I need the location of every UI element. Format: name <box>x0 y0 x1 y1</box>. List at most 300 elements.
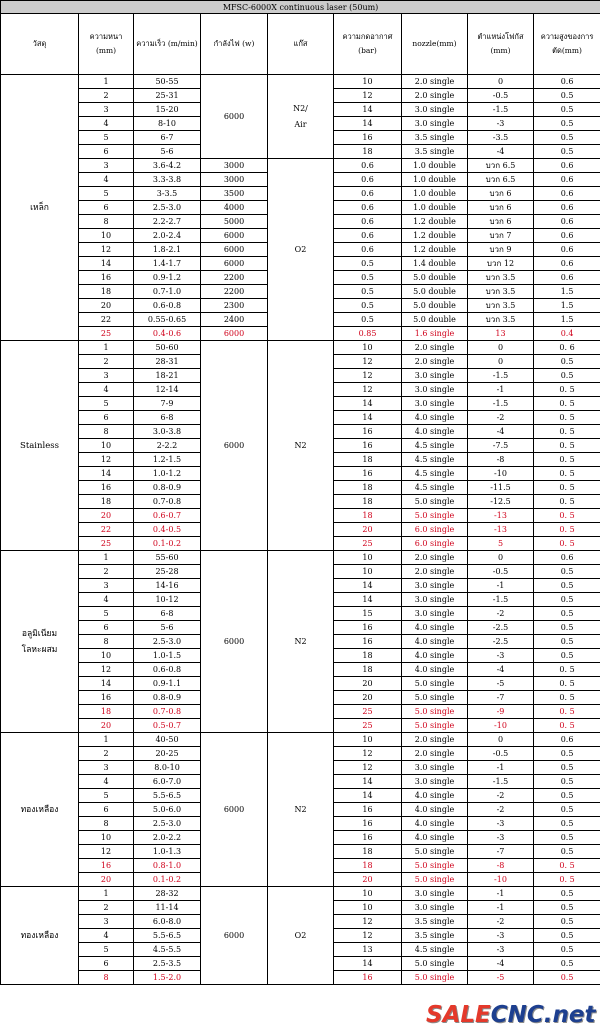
speed-cell: 2.5-3.0 <box>134 817 201 831</box>
thickness-cell: 6 <box>79 621 134 635</box>
table-row <box>1 341 600 355</box>
height-cell: 0.5 <box>534 145 600 159</box>
focus-cell: -1.5 <box>468 397 534 411</box>
header-material: วัสดุ <box>1 14 79 75</box>
gas-cell: N2 <box>268 341 334 551</box>
header-height: ความสูงของการ ตัด(mm) <box>534 14 600 75</box>
focus-cell: บวก 6 <box>468 201 534 215</box>
pressure-cell: 0.5 <box>334 285 402 299</box>
nozzle-cell: 2.0 single <box>402 89 468 103</box>
power-cell: 5000 <box>201 215 268 229</box>
speed-cell: 50-60 <box>134 341 201 355</box>
nozzle-cell: 1.0 double <box>402 159 468 173</box>
focus-cell: -4 <box>468 425 534 439</box>
thickness-cell: 16 <box>79 859 134 873</box>
thickness-cell: 14 <box>79 677 134 691</box>
nozzle-cell: 3.0 single <box>402 761 468 775</box>
nozzle-cell: 5.0 single <box>402 719 468 733</box>
table-body <box>1 75 600 985</box>
speed-cell: 20-25 <box>134 747 201 761</box>
focus-cell: -7 <box>468 845 534 859</box>
height-cell: 0.5 <box>534 761 600 775</box>
height-cell: 0. 5 <box>534 509 600 523</box>
thickness-cell: 3 <box>79 579 134 593</box>
nozzle-cell: 1.0 double <box>402 201 468 215</box>
nozzle-cell: 3.0 single <box>402 383 468 397</box>
thickness-cell: 2 <box>79 355 134 369</box>
speed-cell: 2-2.2 <box>134 439 201 453</box>
height-cell: 0. 5 <box>534 523 600 537</box>
pressure-cell: 10 <box>334 551 402 565</box>
nozzle-cell: 3.0 single <box>402 887 468 901</box>
pressure-cell: 25 <box>334 705 402 719</box>
speed-cell: 0.55-0.65 <box>134 313 201 327</box>
height-cell: 0.5 <box>534 817 600 831</box>
height-cell: 0. 5 <box>534 719 600 733</box>
nozzle-cell: 3.5 single <box>402 915 468 929</box>
header-pressure: ความกดอากาศ (bar) <box>334 14 402 75</box>
nozzle-cell: 6.0 single <box>402 537 468 551</box>
nozzle-cell: 3.0 single <box>402 103 468 117</box>
power-cell: 6000 <box>201 341 268 551</box>
focus-cell: -1 <box>468 761 534 775</box>
pressure-cell: 16 <box>334 635 402 649</box>
height-cell: 0.6 <box>534 159 600 173</box>
nozzle-cell: 3.5 single <box>402 145 468 159</box>
nozzle-cell: 4.5 single <box>402 467 468 481</box>
focus-cell: -2 <box>468 803 534 817</box>
focus-cell: -2 <box>468 607 534 621</box>
header-speed: ความเร็ว (m/min) <box>134 14 201 75</box>
thickness-cell: 14 <box>79 257 134 271</box>
nozzle-cell: 2.0 single <box>402 355 468 369</box>
thickness-cell: 5 <box>79 789 134 803</box>
pressure-cell: 12 <box>334 355 402 369</box>
nozzle-cell: 5.0 double <box>402 299 468 313</box>
nozzle-cell: 5.0 single <box>402 971 468 985</box>
pressure-cell: 16 <box>334 467 402 481</box>
power-cell: 3500 <box>201 187 268 201</box>
pressure-cell: 18 <box>334 859 402 873</box>
focus-cell: -4 <box>468 957 534 971</box>
height-cell: 0.5 <box>534 775 600 789</box>
table-row <box>1 551 600 565</box>
pressure-cell: 18 <box>334 453 402 467</box>
focus-cell: บวก 6 <box>468 215 534 229</box>
height-cell: 0.6 <box>534 173 600 187</box>
table-row <box>1 159 600 173</box>
speed-cell: 0.5-0.7 <box>134 719 201 733</box>
thickness-cell: 1 <box>79 551 134 565</box>
focus-cell: -7 <box>468 691 534 705</box>
material-cell: เหล็ก <box>1 75 79 341</box>
height-cell: 0.5 <box>534 607 600 621</box>
speed-cell: 55-60 <box>134 551 201 565</box>
pressure-cell: 18 <box>334 649 402 663</box>
speed-cell: 28-31 <box>134 355 201 369</box>
pressure-cell: 14 <box>334 411 402 425</box>
focus-cell: บวก 12 <box>468 257 534 271</box>
thickness-cell: 14 <box>79 467 134 481</box>
speed-cell: 5.0-6.0 <box>134 803 201 817</box>
pressure-cell: 16 <box>334 817 402 831</box>
nozzle-cell: 5.0 single <box>402 509 468 523</box>
nozzle-cell: 5.0 single <box>402 873 468 887</box>
focus-cell: -5 <box>468 971 534 985</box>
height-cell: 1.5 <box>534 313 600 327</box>
height-cell: 0.5 <box>534 565 600 579</box>
focus-cell: -4 <box>468 145 534 159</box>
pressure-cell: 0.85 <box>334 327 402 341</box>
pressure-cell: 10 <box>334 733 402 747</box>
focus-cell: -8 <box>468 453 534 467</box>
nozzle-cell: 5.0 single <box>402 705 468 719</box>
speed-cell: 5.5-6.5 <box>134 789 201 803</box>
focus-cell: บวก 3.5 <box>468 271 534 285</box>
focus-cell: 0 <box>468 341 534 355</box>
thickness-cell: 6 <box>79 145 134 159</box>
nozzle-cell: 4.0 single <box>402 789 468 803</box>
speed-cell: 1.4-1.7 <box>134 257 201 271</box>
nozzle-cell: 5.0 single <box>402 957 468 971</box>
focus-cell: -3 <box>468 943 534 957</box>
pressure-cell: 0.5 <box>334 271 402 285</box>
pressure-cell: 16 <box>334 971 402 985</box>
pressure-cell: 14 <box>334 957 402 971</box>
height-cell: 0.5 <box>534 579 600 593</box>
focus-cell: -4 <box>468 663 534 677</box>
focus-cell: -3 <box>468 929 534 943</box>
height-cell: 0. 5 <box>534 383 600 397</box>
pressure-cell: 18 <box>334 845 402 859</box>
pressure-cell: 16 <box>334 425 402 439</box>
nozzle-cell: 2.0 single <box>402 341 468 355</box>
pressure-cell: 0.6 <box>334 187 402 201</box>
focus-cell: บวก 3.5 <box>468 313 534 327</box>
height-cell: 0.5 <box>534 649 600 663</box>
height-cell: 0. 5 <box>534 495 600 509</box>
material-cell: อลูมิเนียม โลหะผสม <box>1 551 79 733</box>
thickness-cell: 2 <box>79 89 134 103</box>
thickness-cell: 2 <box>79 747 134 761</box>
thickness-cell: 6 <box>79 957 134 971</box>
nozzle-cell: 4.0 single <box>402 411 468 425</box>
focus-cell: -13 <box>468 523 534 537</box>
speed-cell: 0.8-0.9 <box>134 481 201 495</box>
pressure-cell: 14 <box>334 103 402 117</box>
thickness-cell: 6 <box>79 201 134 215</box>
focus-cell: -7.5 <box>468 439 534 453</box>
speed-cell: 40-50 <box>134 733 201 747</box>
power-cell: 3000 <box>201 159 268 173</box>
focus-cell: -1 <box>468 579 534 593</box>
thickness-cell: 6 <box>79 411 134 425</box>
nozzle-cell: 4.5 single <box>402 453 468 467</box>
thickness-cell: 16 <box>79 271 134 285</box>
table-row <box>1 887 600 901</box>
height-cell: 0.5 <box>534 635 600 649</box>
speed-cell: 6.0-8.0 <box>134 915 201 929</box>
height-cell: 0.5 <box>534 89 600 103</box>
speed-cell: 0.4-0.6 <box>134 327 201 341</box>
focus-cell: -10 <box>468 719 534 733</box>
speed-cell: 3.0-3.8 <box>134 425 201 439</box>
height-cell: 0.5 <box>534 803 600 817</box>
table-row <box>1 733 600 747</box>
height-cell: 0. 5 <box>534 481 600 495</box>
pressure-cell: 0.6 <box>334 243 402 257</box>
nozzle-cell: 6.0 single <box>402 523 468 537</box>
thickness-cell: 4 <box>79 173 134 187</box>
thickness-cell: 4 <box>79 775 134 789</box>
focus-cell: -2 <box>468 411 534 425</box>
pressure-cell: 0.5 <box>334 313 402 327</box>
logo-text-sale: SALE <box>426 1002 491 1028</box>
pressure-cell: 16 <box>334 831 402 845</box>
pressure-cell: 14 <box>334 117 402 131</box>
pressure-cell: 12 <box>334 747 402 761</box>
pressure-cell: 14 <box>334 593 402 607</box>
speed-cell: 0.7-0.8 <box>134 705 201 719</box>
speed-cell: 2.2-2.7 <box>134 215 201 229</box>
height-cell: 0.6 <box>534 75 600 89</box>
pressure-cell: 12 <box>334 915 402 929</box>
speed-cell: 15-20 <box>134 103 201 117</box>
speed-cell: 0.1-0.2 <box>134 873 201 887</box>
nozzle-cell: 3.5 single <box>402 929 468 943</box>
thickness-cell: 12 <box>79 663 134 677</box>
thickness-cell: 20 <box>79 719 134 733</box>
thickness-cell: 5 <box>79 131 134 145</box>
nozzle-cell: 4.0 single <box>402 621 468 635</box>
height-cell: 0. 5 <box>534 537 600 551</box>
height-cell: 0.5 <box>534 131 600 145</box>
pressure-cell: 13 <box>334 943 402 957</box>
pressure-cell: 12 <box>334 89 402 103</box>
thickness-cell: 3 <box>79 761 134 775</box>
thickness-cell: 8 <box>79 215 134 229</box>
nozzle-cell: 4.0 single <box>402 831 468 845</box>
logo-text-cnc: CNC.net <box>490 1002 596 1028</box>
focus-cell: 0 <box>468 75 534 89</box>
speed-cell: 25-31 <box>134 89 201 103</box>
thickness-cell: 18 <box>79 285 134 299</box>
speed-cell: 6-8 <box>134 607 201 621</box>
nozzle-cell: 5.0 single <box>402 845 468 859</box>
nozzle-cell: 4.0 single <box>402 817 468 831</box>
speed-cell: 0.6-0.8 <box>134 299 201 313</box>
height-cell: 0. 5 <box>534 677 600 691</box>
thickness-cell: 2 <box>79 901 134 915</box>
speed-cell: 2.5-3.5 <box>134 957 201 971</box>
focus-cell: -2.5 <box>468 635 534 649</box>
nozzle-cell: 2.0 single <box>402 565 468 579</box>
focus-cell: -1.5 <box>468 593 534 607</box>
thickness-cell: 5 <box>79 397 134 411</box>
pressure-cell: 18 <box>334 663 402 677</box>
nozzle-cell: 3.0 single <box>402 775 468 789</box>
focus-cell: -3 <box>468 817 534 831</box>
focus-cell: 0 <box>468 355 534 369</box>
thickness-cell: 25 <box>79 537 134 551</box>
thickness-cell: 25 <box>79 327 134 341</box>
nozzle-cell: 2.0 single <box>402 733 468 747</box>
nozzle-cell: 4.0 single <box>402 663 468 677</box>
pressure-cell: 0.6 <box>334 201 402 215</box>
nozzle-cell: 1.6 single <box>402 327 468 341</box>
thickness-cell: 6 <box>79 803 134 817</box>
pressure-cell: 18 <box>334 145 402 159</box>
height-cell: 0. 5 <box>534 425 600 439</box>
height-cell: 0.6 <box>534 271 600 285</box>
focus-cell: -13 <box>468 509 534 523</box>
height-cell: 0. 5 <box>534 397 600 411</box>
thickness-cell: 4 <box>79 593 134 607</box>
pressure-cell: 18 <box>334 509 402 523</box>
nozzle-cell: 3.0 single <box>402 579 468 593</box>
focus-cell: บวก 3.5 <box>468 285 534 299</box>
thickness-cell: 1 <box>79 75 134 89</box>
height-cell: 0. 6 <box>534 341 600 355</box>
thickness-cell: 20 <box>79 299 134 313</box>
nozzle-cell: 3.0 single <box>402 397 468 411</box>
thickness-cell: 8 <box>79 971 134 985</box>
focus-cell: -3 <box>468 117 534 131</box>
nozzle-cell: 1.4 double <box>402 257 468 271</box>
thickness-cell: 10 <box>79 649 134 663</box>
speed-cell: 6.0-7.0 <box>134 775 201 789</box>
pressure-cell: 10 <box>334 887 402 901</box>
power-cell: 6000 <box>201 257 268 271</box>
height-cell: 0.5 <box>534 747 600 761</box>
pressure-cell: 10 <box>334 565 402 579</box>
speed-cell: 8-10 <box>134 117 201 131</box>
nozzle-cell: 5.0 single <box>402 859 468 873</box>
speed-cell: 11-14 <box>134 901 201 915</box>
speed-cell: 14-16 <box>134 579 201 593</box>
thickness-cell: 10 <box>79 229 134 243</box>
nozzle-cell: 3.0 single <box>402 593 468 607</box>
focus-cell: บวก 9 <box>468 243 534 257</box>
pressure-cell: 10 <box>334 901 402 915</box>
pressure-cell: 0.6 <box>334 159 402 173</box>
focus-cell: -3 <box>468 649 534 663</box>
nozzle-cell: 1.0 double <box>402 173 468 187</box>
focus-cell: -0.5 <box>468 565 534 579</box>
pressure-cell: 25 <box>334 719 402 733</box>
pressure-cell: 16 <box>334 803 402 817</box>
pressure-cell: 16 <box>334 439 402 453</box>
height-cell: 0.5 <box>534 971 600 985</box>
power-cell: 6000 <box>201 887 268 985</box>
thickness-cell: 5 <box>79 187 134 201</box>
header-thickness: ความหนา (mm) <box>79 14 134 75</box>
focus-cell: -1.5 <box>468 775 534 789</box>
power-cell: 6000 <box>201 327 268 341</box>
speed-cell: 0.6-0.8 <box>134 663 201 677</box>
height-cell: 0.5 <box>534 369 600 383</box>
nozzle-cell: 3.0 single <box>402 607 468 621</box>
speed-cell: 7-9 <box>134 397 201 411</box>
focus-cell: -10 <box>468 873 534 887</box>
nozzle-cell: 2.0 single <box>402 75 468 89</box>
focus-cell: -2.5 <box>468 621 534 635</box>
speed-cell: 6-7 <box>134 131 201 145</box>
gas-cell: N2/ Air <box>268 75 334 159</box>
height-cell: 0. 5 <box>534 859 600 873</box>
height-cell: 0.5 <box>534 621 600 635</box>
pressure-cell: 16 <box>334 131 402 145</box>
speed-cell: 0.8-0.9 <box>134 691 201 705</box>
thickness-cell: 10 <box>79 831 134 845</box>
focus-cell: บวก 6.5 <box>468 159 534 173</box>
speed-cell: 28-32 <box>134 887 201 901</box>
nozzle-cell: 3.5 single <box>402 131 468 145</box>
power-cell: 2400 <box>201 313 268 327</box>
height-cell: 0.6 <box>534 243 600 257</box>
nozzle-cell: 5.0 double <box>402 313 468 327</box>
material-cell: ทองเหลือง <box>1 733 79 887</box>
header-focus: ตำแหน่งโฟกัส (mm) <box>468 14 534 75</box>
speed-cell: 0.9-1.1 <box>134 677 201 691</box>
height-cell: 0.5 <box>534 103 600 117</box>
pressure-cell: 10 <box>334 341 402 355</box>
speed-cell: 12-14 <box>134 383 201 397</box>
height-cell: 0.5 <box>534 831 600 845</box>
height-cell: 0. 5 <box>534 467 600 481</box>
nozzle-cell: 3.0 single <box>402 117 468 131</box>
height-cell: 0.5 <box>534 789 600 803</box>
focus-cell: -1.5 <box>468 369 534 383</box>
focus-cell: บวก 6.5 <box>468 173 534 187</box>
height-cell: 0.6 <box>534 229 600 243</box>
nozzle-cell: 2.0 single <box>402 551 468 565</box>
pressure-cell: 20 <box>334 873 402 887</box>
salecnc-logo <box>426 1000 598 1030</box>
thickness-cell: 8 <box>79 635 134 649</box>
power-cell: 3000 <box>201 173 268 187</box>
speed-cell: 5-6 <box>134 621 201 635</box>
thickness-cell: 3 <box>79 159 134 173</box>
power-cell: 6000 <box>201 243 268 257</box>
nozzle-cell: 1.2 double <box>402 229 468 243</box>
nozzle-cell: 1.2 double <box>402 215 468 229</box>
material-cell: ทองเหลือง <box>1 887 79 985</box>
nozzle-cell: 5.0 double <box>402 271 468 285</box>
height-cell: 0.6 <box>534 215 600 229</box>
speed-cell: 0.1-0.2 <box>134 537 201 551</box>
height-cell: 0. 5 <box>534 439 600 453</box>
thickness-cell: 3 <box>79 915 134 929</box>
table-title: MFSC-6000X continuous laser (50um) <box>1 1 600 14</box>
header-gas: แก๊ส <box>268 14 334 75</box>
pressure-cell: 10 <box>334 75 402 89</box>
speed-cell: 50-55 <box>134 75 201 89</box>
thickness-cell: 16 <box>79 691 134 705</box>
height-cell: 0.5 <box>534 117 600 131</box>
height-cell: 0. 5 <box>534 453 600 467</box>
focus-cell: -12.5 <box>468 495 534 509</box>
thickness-cell: 4 <box>79 117 134 131</box>
speed-cell: 5.5-6.5 <box>134 929 201 943</box>
pressure-cell: 0.6 <box>334 173 402 187</box>
height-cell: 1.5 <box>534 299 600 313</box>
pressure-cell: 18 <box>334 495 402 509</box>
power-cell: 2200 <box>201 271 268 285</box>
speed-cell: 18-21 <box>134 369 201 383</box>
power-cell: 2200 <box>201 285 268 299</box>
power-cell: 6000 <box>201 75 268 159</box>
